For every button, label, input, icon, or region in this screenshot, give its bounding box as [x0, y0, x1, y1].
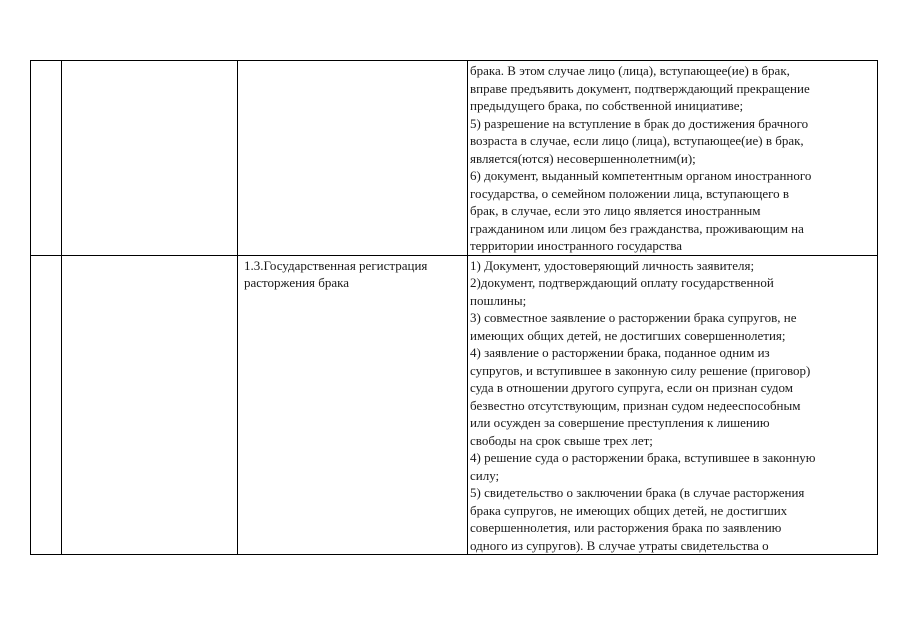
- table-row: [31, 255, 878, 555]
- requirement-line: возраста в случае, если лицо (лица), вступающее(ие) в брак,: [470, 133, 804, 148]
- service-name-cell: 1.3.Государственная регистрация расторжения брака: [238, 255, 468, 555]
- requirement-line: брака. В этом случае лицо (лица), вступающее(ие) в брак,: [470, 63, 790, 78]
- row-number-cell: [31, 61, 62, 256]
- requirement-line: предыдущего брака, по собственной инициативе;: [470, 98, 744, 113]
- requirements-cell: [468, 255, 878, 555]
- requirement-line: имеющих общих детей, не достигших совершеннолетия;: [470, 327, 786, 343]
- requirement-line: безвестно отсутствующим, признан судом недееспособным: [470, 397, 801, 413]
- requirement-line: брак, в случае, если это лицо является иностранным: [470, 203, 761, 218]
- category-cell: [62, 255, 238, 555]
- requirement-line: 1) Документ, удостоверяющий личность заявителя;: [470, 257, 755, 273]
- requirement-line: является(ются) несовершеннолетним(и);: [470, 150, 696, 166]
- requirement-line: 5) свидетельство о заключении брака (в случае расторжения: [470, 485, 805, 500]
- requirement-line: 4) решение суда о расторжении брака, вступившее в законную: [470, 450, 816, 465]
- table-row: [31, 61, 878, 256]
- requirement-line: пошлины;: [470, 292, 527, 308]
- requirement-line: вправе предъявить документ, подтверждающий прекращение: [470, 80, 810, 96]
- requirement-line: суда в отношении другого супруга, если он признан судом: [470, 380, 793, 395]
- requirement-line: 2)документ, подтверждающий оплату государственной: [470, 275, 774, 290]
- category-cell: [62, 61, 238, 256]
- requirement-line: брака супругов, не имеющих общих детей, не достигших: [470, 502, 788, 518]
- requirement-line: 5) разрешение на вступление в брак до достижения брачного: [470, 115, 809, 131]
- requirements-cell: [468, 61, 878, 256]
- requirement-line: супругов, и вступившее в законную силу решение (приговор): [470, 362, 811, 378]
- requirement-line: 4) заявление о расторжении брака, поданное одним из: [470, 345, 770, 360]
- requirement-line: государства, о семейном положении лица, вступающего в: [470, 185, 790, 201]
- requirement-line: 6) документ, выданный компетентным органом иностранного: [470, 168, 812, 183]
- service-name-cell: [238, 61, 468, 256]
- requirement-line: совершеннолетия, или расторжения брака по заявлению: [470, 520, 782, 535]
- requirement-line: территории иностранного государства: [470, 238, 683, 253]
- requirement-line: или осужден за совершение преступления к лишению: [470, 415, 770, 430]
- requirement-line: 3) совместное заявление о расторжении брака супругов, не: [470, 310, 797, 325]
- requirement-line: одного из супругов). В случае утраты свидетельства о: [470, 537, 769, 553]
- requirement-line: свободы на срок свыше трех лет;: [470, 432, 653, 448]
- services-table: [30, 60, 878, 555]
- row-number-cell: [31, 255, 62, 555]
- requirement-line: гражданином или лицом без гражданства, проживающим на: [470, 220, 804, 236]
- requirement-line: силу;: [470, 467, 500, 483]
